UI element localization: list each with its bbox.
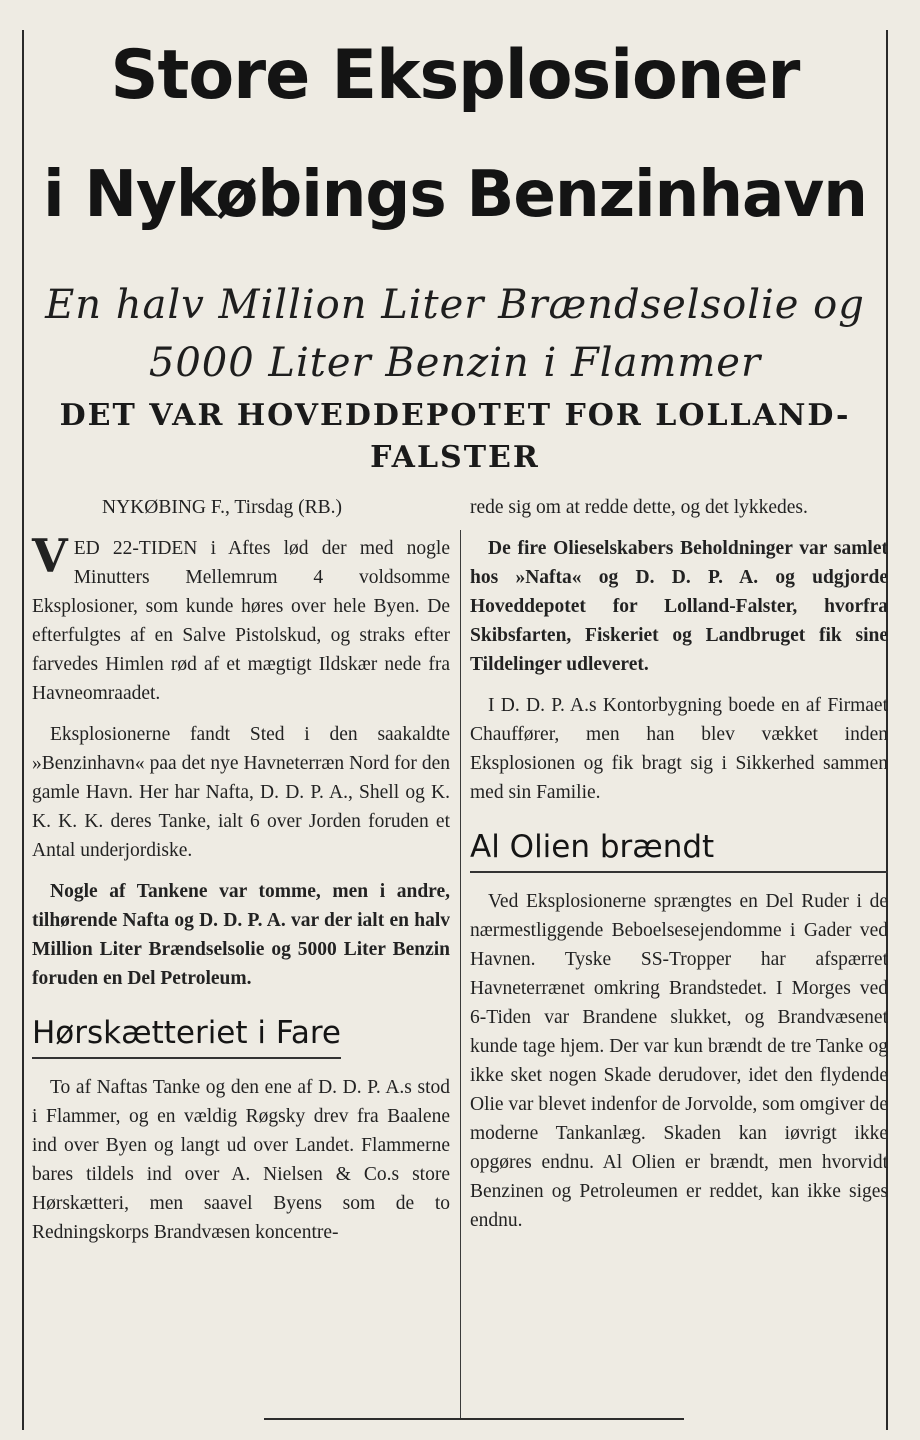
headline-line-2: i Nykøbings Benzinhavn — [43, 158, 867, 232]
left-column — [32, 493, 450, 1259]
right-column — [470, 493, 888, 1247]
bottom-rule — [264, 1418, 684, 1420]
subheadline-line-2: 5000 Liter Benzin i Flammer — [148, 340, 762, 386]
article-paragraph: Eksplosionerne fandt Sted i den saakaldte »Benzinhavn« paa det nye Havneterræn Nord for den gamle Havn. Her har Nafta, D. D. P. A., Shell og K. K. K. K. deres Tanke, ialt 6 over Jorden foruden et Antal underjordiske. — [32, 724, 450, 861]
section-heading: Hørskætteriet i Fare — [32, 1013, 341, 1059]
headline-line-1: Store Eksplosioner — [110, 36, 800, 115]
article-paragraph: To af Naftas Tanke og den ene af D. D. P. A.s stod i Flammer, og en vældig Røgsky drev fra Baalene ind over Byen og langt ud over Landet. Flammerne bares tildels ind over A. Nielsen & Co.s store Hørskætteri, men saavel Byens som de to Redningskorps Brandvæsen koncentre- — [32, 1077, 450, 1243]
article-paragraph-bold: De fire Olieselskabers Beholdninger var samlet hos »Nafta« og D. D. P. A. og udgjorde Hoveddepotet for Lolland-Falster, hvorfra Skibsfarten, Fiskeriet og Landbruget fik sine Tildelinger udleveret. — [470, 538, 888, 675]
article-paragraph: rede sig om at redde dette, og det lykkedes. — [470, 497, 808, 518]
article-paragraph: I D. D. P. A.s Kontorbygning boede en af Firmaet Chauffører, men han blev vækket inden Eksplosionen og fik bragt sig i Sikkerhed sammen med sin Familie. — [470, 695, 888, 803]
article-paragraph-bold: Nogle af Tankene var tomme, men i andre, tilhørende Nafta og D. D. P. A. var der ialt en halv Million Liter Brændselsolie og 5000 Liter Benzin foruden en Del Petroleum. — [32, 881, 450, 989]
subheadline-line-1: En halv Million Liter Brændselsolie og — [45, 282, 865, 328]
deck-line-1: DET VAR HOVEDDEPOTET FOR LOLLAND- — [59, 398, 851, 433]
article-paragraph — [32, 529, 450, 708]
drop-cap: V — [32, 529, 68, 583]
dateline: NYKØBING F., Tirsdag (RB.) — [102, 497, 343, 518]
section-heading: Al Olien brændt — [470, 827, 888, 873]
article-paragraph: Ved Eksplosionerne sprængtes en Del Ruder i de nærmestliggende Beboelsesejendomme i Gader ved Havnen. Tyske SS-Tropper har afspærret Havneterrænet omkring Brandstedet. I Morges ved 6-Tiden var Brandene slukket, og Brandvæsenet kunde tage hjem. Der var kun brændt de tre Tanke og ikke sket nogen Skade derudover, idet den flydende Olie var blevet indenfor de Jorvolde, som omgiver de moderne Tankanlæg. Skaden kan iøvrigt ikke opgøres endnu. Al Olien er brændt, men hvorvidt Benzinen og Petroleumen er reddet, kan ikke siges endnu. — [470, 891, 888, 1231]
column-divider — [460, 530, 461, 1420]
newspaper-clipping — [22, 30, 888, 1430]
deck-line-2: FALSTER — [370, 440, 540, 475]
paragraph-text: ED 22-TIDEN i Aftes lød der med nogle Minutters Mellemrum 4 voldsomme Eksplosioner, som kunde høres over hele Byen. De efterfulgtes af en Salve Pistolskud, og straks efter farvedes Himlen rød af et mægtigt Ildskær nede fra Havneomraadet. — [32, 538, 450, 704]
